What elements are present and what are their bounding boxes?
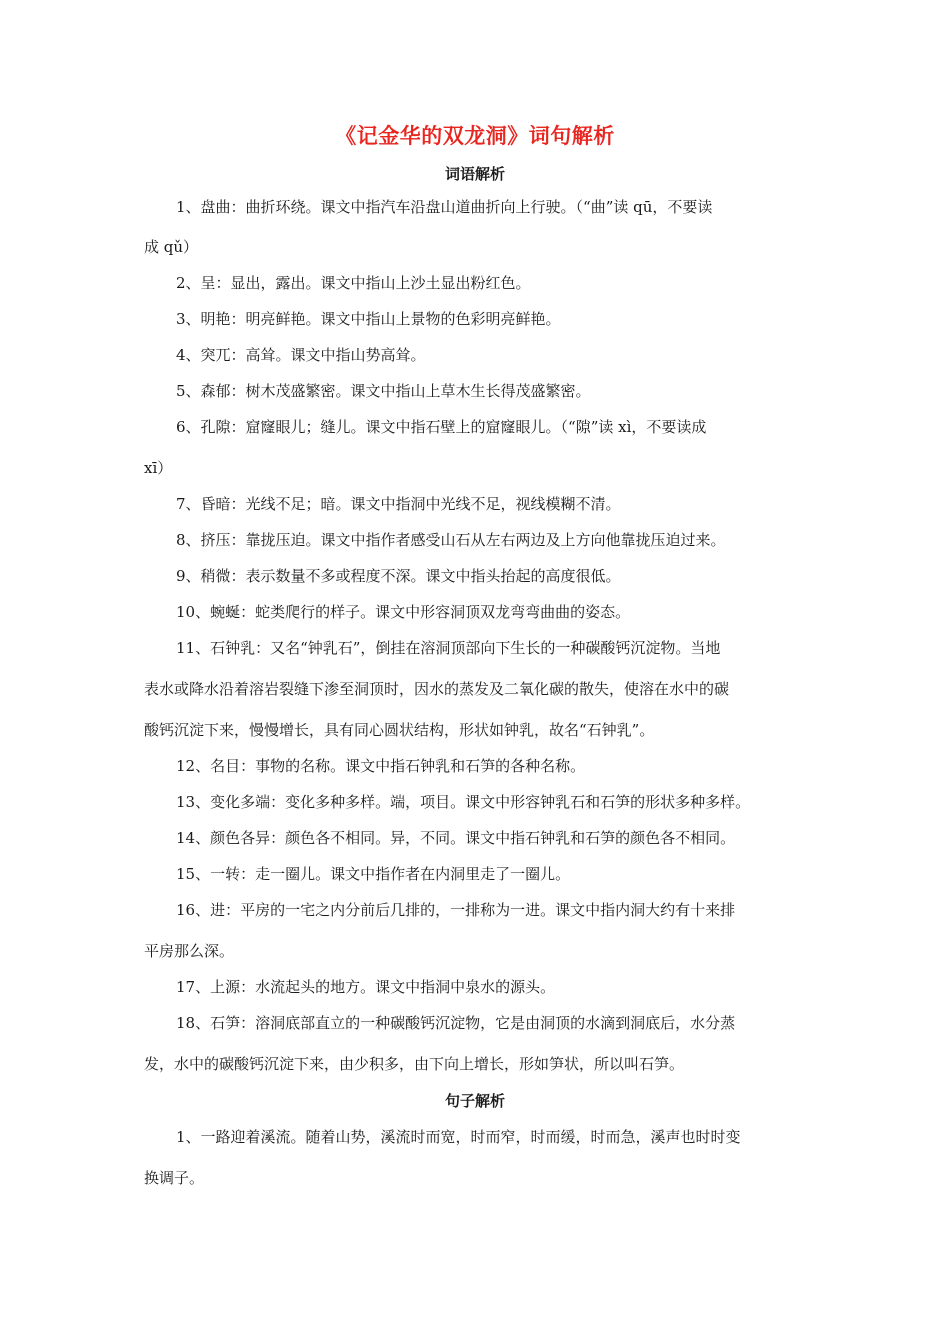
paragraph-line: 13、变化多端：变化多种多样。端，项目。课文中形容钟乳石和石笋的形状多种多样。 (176, 793, 751, 811)
paragraph-line: 成 qǔ） (144, 238, 199, 256)
paragraph-line: 12、名目：事物的名称。课文中指石钟乳和石笋的各种名称。 (176, 757, 586, 775)
paragraph-line: 10、蜿蜒：蛇类爬行的样子。课文中形容洞顶双龙弯弯曲曲的姿态。 (176, 603, 631, 621)
paragraph-line: 2、呈：显出，露出。课文中指山上沙土显出粉红色。 (176, 274, 531, 292)
paragraph-line: 6、孔隙：窟窿眼儿；缝儿。课文中指石壁上的窟窿眼儿。（“隙”读 xì，不要读成 (176, 418, 707, 436)
sentences-section-heading: 句子解析 (444, 1092, 505, 1110)
words-section-heading: 词语解析 (444, 165, 505, 183)
paragraph-line: 表水或降水沿着溶岩裂缝下渗至洞顶时，因水的蒸发及二氧化碳的散失，使溶在水中的碳 (144, 680, 730, 698)
paragraph-line: 11、石钟乳：又名“钟乳石”，倒挂在溶洞顶部向下生长的一种碳酸钙沉淀物。当地 (176, 639, 721, 657)
paragraph-line: 15、一转：走一圈儿。课文中指作者在内洞里走了一圈儿。 (176, 865, 571, 883)
paragraph-line: 14、颜色各异：颜色各不相同。异，不同。课文中指石钟乳和石笋的颜色各不相同。 (176, 829, 736, 847)
paragraph-line: 9、稍微：表示数量不多或程度不深。课文中指头抬起的高度很低。 (176, 567, 621, 585)
paragraph-line: 4、突兀：高耸。课文中指山势高耸。 (176, 346, 426, 364)
paragraph-line: 酸钙沉淀下来，慢慢增长，具有同心圆状结构，形状如钟乳，故名“石钟乳”。 (144, 721, 655, 739)
paragraph-line: 平房那么深。 (144, 942, 235, 960)
paragraph-line: 8、挤压：靠拢压迫。课文中指作者感受山石从左右两边及上方向他靠拢压迫过来。 (176, 531, 726, 549)
paragraph-line: 发，水中的碳酸钙沉淀下来，由少积多，由下向上增长，形如笋状，所以叫石笋。 (144, 1055, 685, 1073)
paragraph-line: 17、上源：水流起头的地方。课文中指洞中泉水的源头。 (176, 978, 556, 996)
paragraph-line: 16、进：平房的一宅之内分前后几排的，一排称为一进。课文中指内洞大约有十来排 (176, 901, 736, 919)
paragraph-line: 5、森郁：树木茂盛繁密。课文中指山上草木生长得茂盛繁密。 (176, 382, 591, 400)
paragraph-line: 18、石笋：溶洞底部直立的一种碳酸钙沉淀物，它是由洞顶的水滴到洞底后，水分蒸 (176, 1014, 736, 1032)
paragraph-line: 1、一路迎着溪流。随着山势，溪流时而宽，时而窄，时而缓，时而急，溪声也时时变 (176, 1128, 741, 1146)
paragraph-line: 1、盘曲：曲折环绕。课文中指汽车沿盘山道曲折向上行驶。（“曲”读 qū，不要读 (176, 198, 713, 216)
paragraph-line: 3、明艳：明亮鲜艳。课文中指山上景物的色彩明亮鲜艳。 (176, 310, 561, 328)
paragraph-line: xī） (144, 459, 173, 477)
paragraph-line: 7、昏暗：光线不足；暗。课文中指洞中光线不足，视线模糊不清。 (176, 495, 621, 513)
paragraph-line: 换调子。 (144, 1169, 205, 1187)
document-title: 《记金华的双龙洞》词句解析 (335, 123, 615, 148)
